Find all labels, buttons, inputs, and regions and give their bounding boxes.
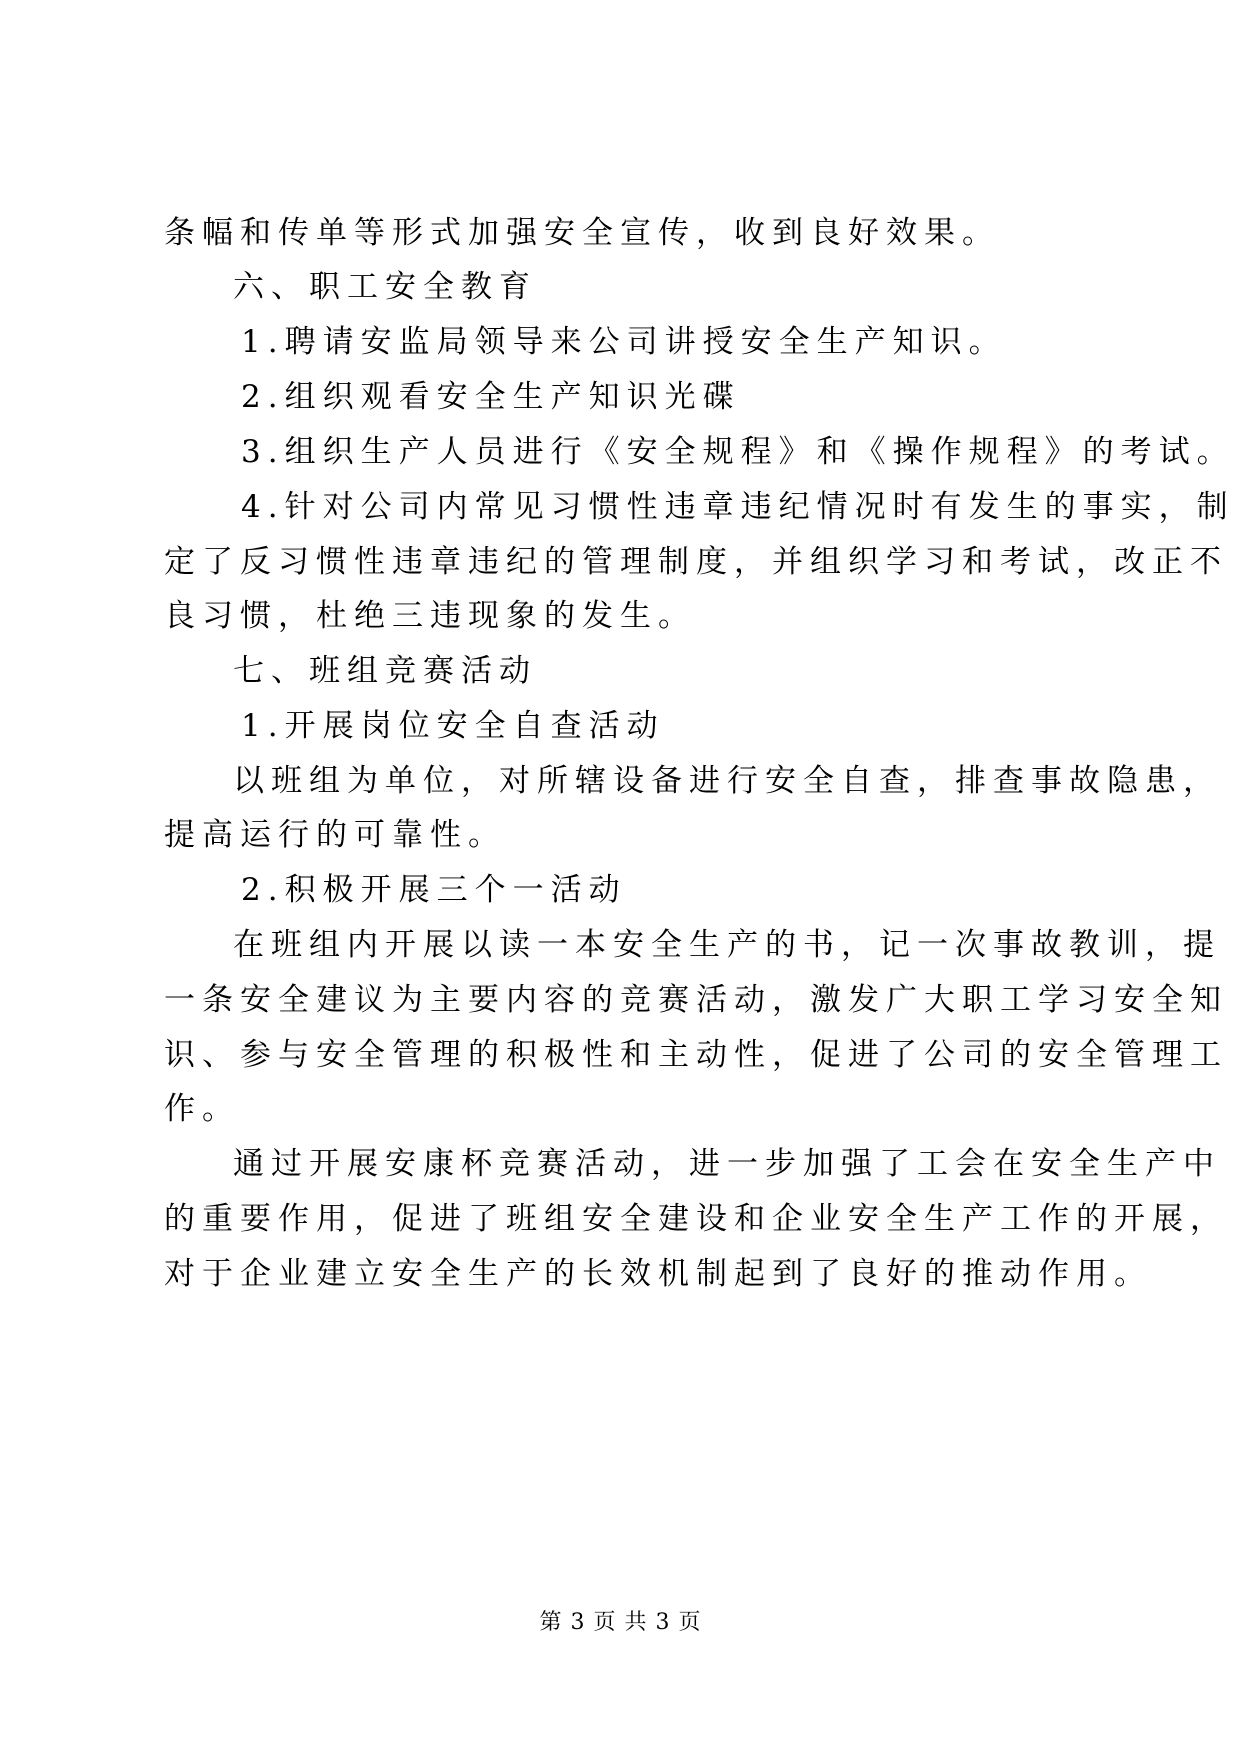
list-item: 3.组织生产人员进行《安全规程》和《操作规程》的考试。: [241, 434, 1235, 470]
paragraph-line: 识、参与安全管理的积极性和主动性，促进了公司的安全管理工: [164, 1037, 1228, 1073]
list-item: 1.聘请安监局领导来公司讲授安全生产知识。: [241, 324, 1007, 360]
paragraph-line: 条幅和传单等形式加强安全宣传，收到良好效果。: [164, 215, 1000, 251]
paragraph-line: 作。: [164, 1091, 240, 1127]
paragraph-line: 良习惯，杜绝三违现象的发生。: [164, 598, 696, 634]
paragraph-line: 以班组为单位，对所辖设备进行安全自查，排查事故隐患，: [233, 763, 1221, 799]
paragraph-line: 定了反习惯性违章违纪的管理制度，并组织学习和考试，改正不: [164, 544, 1228, 580]
paragraph-line: 的重要作用，促进了班组安全建设和企业安全生产工作的开展，: [164, 1201, 1228, 1237]
page-number-footer: 第 3 页 共 3 页: [539, 1610, 702, 1635]
paragraph-line: 通过开展安康杯竞赛活动，进一步加强了工会在安全生产中: [233, 1146, 1221, 1182]
list-item: 1.开展岗位安全自查活动: [241, 708, 665, 744]
paragraph-line: 在班组内开展以读一本安全生产的书，记一次事故教训，提: [233, 927, 1221, 963]
section-heading-7: 七、班组竞赛活动: [233, 653, 537, 689]
paragraph-line: 对于企业建立安全生产的长效机制起到了良好的推动作用。: [164, 1256, 1152, 1292]
section-heading-6: 六、职工安全教育: [233, 269, 537, 305]
list-item: 2.组织观看安全生产知识光碟: [241, 379, 741, 415]
paragraph-line: 提高运行的可靠性。: [164, 817, 506, 853]
paragraph-line: 一条安全建议为主要内容的竞赛活动，激发广大职工学习安全知: [164, 982, 1228, 1018]
list-item: 4.针对公司内常见习惯性违章违纪情况时有发生的事实，制: [241, 489, 1235, 525]
list-item: 2.积极开展三个一活动: [241, 872, 627, 908]
